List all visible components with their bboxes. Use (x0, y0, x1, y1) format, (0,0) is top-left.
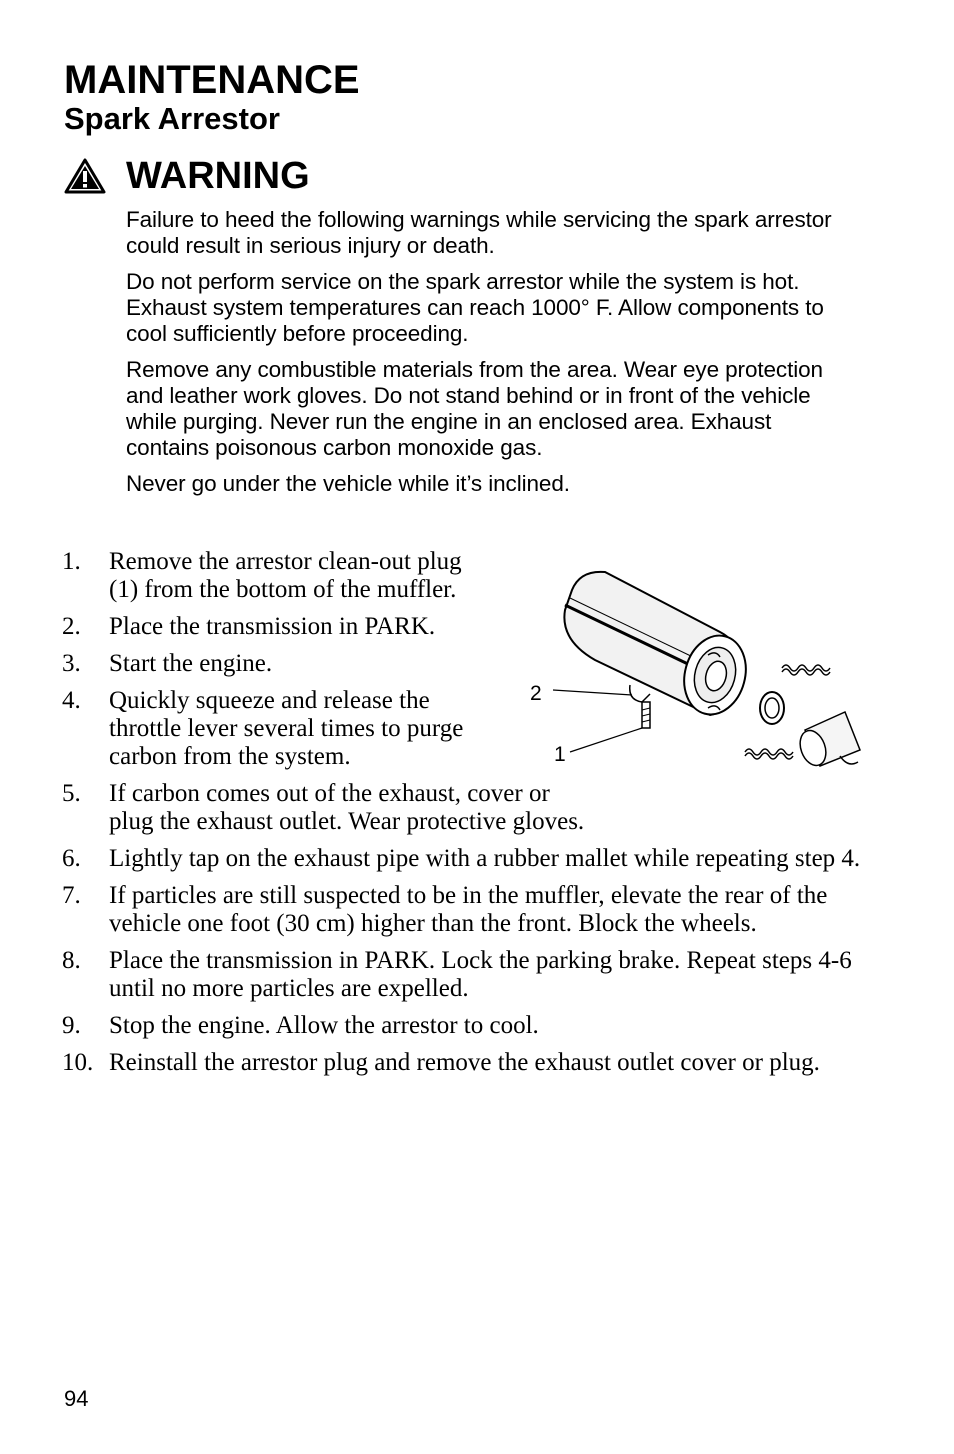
step-text: Stop the engine. Allow the arrestor to cool. (109, 1012, 539, 1039)
step-text: Quickly squeeze and release the throttle lever several times to purge carbon from the system. (109, 687, 464, 770)
step-text: If carbon comes out of the exhaust, cover or plug the exhaust outlet. Wear protective gloves. (109, 780, 585, 835)
step-item (62, 613, 549, 641)
step-text: Remove the arrestor clean-out plug (1) from the bottom of the muffler. (109, 548, 462, 603)
step-item (62, 548, 479, 604)
warning-paragraph: Remove any combustible materials from the area. Wear eye protection and leather work gloves. Do not stand behind or in front of the vehicle while purging. Never run the engine in an enclosed area. Exhaust contains poisonous carbon monoxide gas. (126, 357, 823, 460)
warning-header (64, 152, 310, 200)
step-item (62, 845, 862, 873)
muffler-illustration (520, 560, 865, 780)
section-title: MAINTENANCE (64, 58, 360, 102)
step-item (62, 882, 862, 938)
step-number: 10. (62, 1049, 94, 1076)
spring-bottom (745, 749, 793, 759)
step-text: Start the engine. (109, 650, 273, 677)
step-text: Place the transmission in PARK. Lock the parking brake. Repeat steps 4-6 until no more particles are expelled. (109, 947, 852, 1002)
spring-top (782, 665, 830, 675)
callout-2: 2 (530, 682, 542, 705)
step-number: 5. (62, 780, 81, 807)
warning-paragraph: Failure to heed the following warnings while servicing the spark arrestor could result in serious injury or death. (126, 207, 832, 258)
step-text: Lightly tap on the exhaust pipe with a rubber mallet while repeating step 4. (109, 845, 861, 872)
step-text: Place the transmission in PARK. (109, 613, 436, 640)
step-number: 4. (62, 687, 81, 714)
step-item (62, 1012, 862, 1040)
page-number: 94 (64, 1386, 89, 1411)
step-item (62, 1049, 862, 1077)
step-number: 9. (62, 1012, 81, 1039)
callout-1: 1 (554, 743, 566, 766)
warning-paragraph: Never go under the vehicle while it’s inclined. (126, 471, 570, 496)
step-number: 6. (62, 845, 81, 872)
step-number: 7. (62, 882, 81, 909)
warning-title: WARNING (126, 155, 310, 197)
step-item (62, 947, 862, 1003)
step-number: 3. (62, 650, 81, 677)
warning-paragraph: Do not perform service on the spark arrestor while the system is hot. Exhaust system temperatures can reach 1000° F. Allow components to cool sufficiently before proceeding. (126, 269, 824, 346)
step-item (62, 650, 549, 678)
warning-triangle-icon (64, 158, 106, 194)
step-text: If particles are still suspected to be in the muffler, elevate the rear of the vehicle one foot (30 cm) higher than the front. Block the wheels. (109, 882, 828, 937)
step-item (62, 780, 587, 836)
step-text: Reinstall the arrestor plug and remove the exhaust outlet cover or plug. (109, 1049, 820, 1076)
step-number: 1. (62, 548, 81, 575)
step-number: 2. (62, 613, 81, 640)
muffler-diagram (520, 560, 865, 780)
step-number: 8. (62, 947, 81, 974)
warning-body (126, 207, 856, 507)
step-item (62, 687, 499, 771)
subsection-title: Spark Arrestor (64, 101, 280, 136)
